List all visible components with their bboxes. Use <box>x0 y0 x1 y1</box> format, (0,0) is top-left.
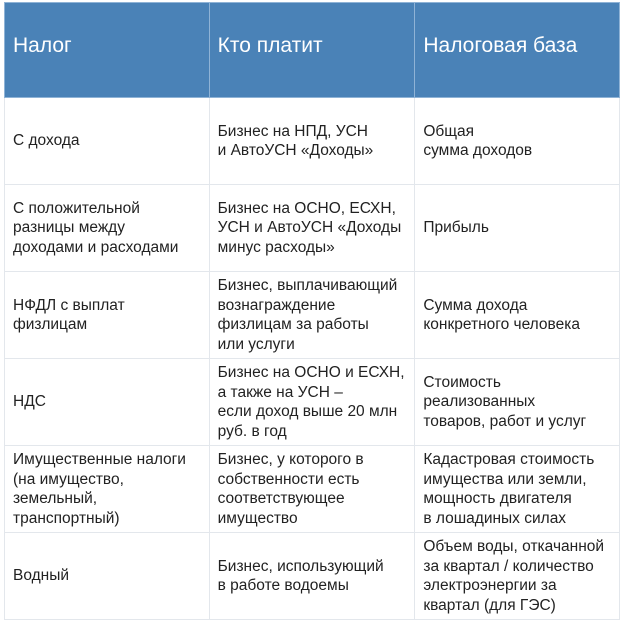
cell-text-line: УСН и АвтоУСН «Доходы <box>217 219 402 237</box>
cell-text-line: Бизнес на НПД, УСН <box>217 122 368 140</box>
cell-text-line: Стоимость <box>423 373 501 391</box>
cell-text-line: товаров, работ и услуг <box>423 412 587 430</box>
base-cell <box>415 359 620 446</box>
cell-text-line: реализованных <box>423 393 536 411</box>
cell-text-line: Бизнес на ОСНО и ЕСХН, <box>217 364 405 381</box>
tax-cell <box>5 185 210 272</box>
base-cell <box>415 533 620 620</box>
cell-text-line: транспортный) <box>13 509 120 527</box>
tax-cell <box>5 446 210 533</box>
cell-text-line: НФДЛ с выплат <box>13 296 125 314</box>
cell-text-line: Прибыль <box>423 219 489 237</box>
cell-text-line: имущества или земли, <box>423 470 587 488</box>
cell-text-line: соответствующее <box>217 490 345 507</box>
cell-text-line: С положительной <box>13 199 140 217</box>
cell-text-line: если доход выше 20 млн <box>217 403 398 420</box>
cell-text-line: Общая <box>423 122 475 140</box>
tax-cell <box>5 359 210 446</box>
base-cell <box>415 272 620 359</box>
payer-cell <box>209 359 415 446</box>
cell-text-line: в лошадиных силах <box>423 509 567 527</box>
cell-text-line: физлицам за работы <box>217 316 369 333</box>
cell-text-line: разницы между <box>13 219 125 237</box>
cell-text-line: Водный <box>13 567 70 585</box>
cell-text-line: собственности есть <box>217 470 360 488</box>
cell-text-line: доходами и расходами <box>13 238 179 256</box>
cell-text-line: или услуги <box>217 335 295 353</box>
table-row <box>5 446 620 533</box>
cell-text-line: сумма доходов <box>423 142 533 159</box>
cell-text-line: и АвтоУСН «Доходы» <box>217 142 374 159</box>
cell-text-line: НДС <box>13 393 46 411</box>
cell-text-line: электроэнергии за <box>423 577 557 594</box>
cell-text-line: Сумма дохода <box>423 296 528 314</box>
base-cell <box>415 185 620 272</box>
cell-text-line: а также на УСН – <box>217 383 343 401</box>
header-base: Налоговая база <box>415 3 620 98</box>
cell-text-line: минус расходы» <box>217 238 335 256</box>
header-row <box>5 3 620 98</box>
header-payer: Кто платит <box>209 3 415 98</box>
cell-text-line: Бизнес, использующий <box>217 557 384 575</box>
cell-text-line: Имущественные налоги <box>13 451 186 468</box>
cell-text-line: вознаграждение <box>217 296 336 314</box>
table-row <box>5 98 620 185</box>
cell-text-line: С дохода <box>13 132 80 150</box>
table-body <box>5 98 620 620</box>
table-row <box>5 272 620 359</box>
cell-text-line: Бизнес, у которого в <box>217 451 364 468</box>
base-cell <box>415 98 620 185</box>
cell-text-line: конкретного человека <box>423 316 580 333</box>
cell-text-line: Кадастровая стоимость <box>423 451 595 468</box>
cell-text-line: мощность двигателя <box>423 490 572 507</box>
cell-text-line: Объем воды, откачанной <box>423 538 605 555</box>
payer-cell <box>209 533 415 620</box>
cell-text-line: Бизнес, выплачивающий <box>217 277 398 294</box>
cell-text-line: руб. в год <box>217 422 287 440</box>
tax-cell <box>5 272 210 359</box>
cell-text-line: Бизнес на ОСНО, ЕСХН, <box>217 199 396 217</box>
cell-text-line: имущество <box>217 509 298 527</box>
tax-cell <box>5 98 210 185</box>
table-row <box>5 359 620 446</box>
table-row <box>5 185 620 272</box>
payer-cell <box>209 98 415 185</box>
payer-cell <box>209 446 415 533</box>
tax-table <box>4 2 620 620</box>
tax-cell <box>5 533 210 620</box>
cell-text-line: земельный, <box>13 490 98 507</box>
table-header <box>5 3 620 98</box>
cell-text-line: физлицам <box>13 316 88 333</box>
payer-cell <box>209 272 415 359</box>
payer-cell <box>209 185 415 272</box>
cell-text-line: за квартал / количество <box>423 557 594 575</box>
cell-text-line: квартал (для ГЭС) <box>423 596 556 614</box>
base-cell <box>415 446 620 533</box>
table-row <box>5 533 620 620</box>
cell-text-line: в работе водоемы <box>217 577 349 594</box>
header-tax: Налог <box>5 3 210 98</box>
cell-text-line: (на имущество, <box>13 470 124 488</box>
